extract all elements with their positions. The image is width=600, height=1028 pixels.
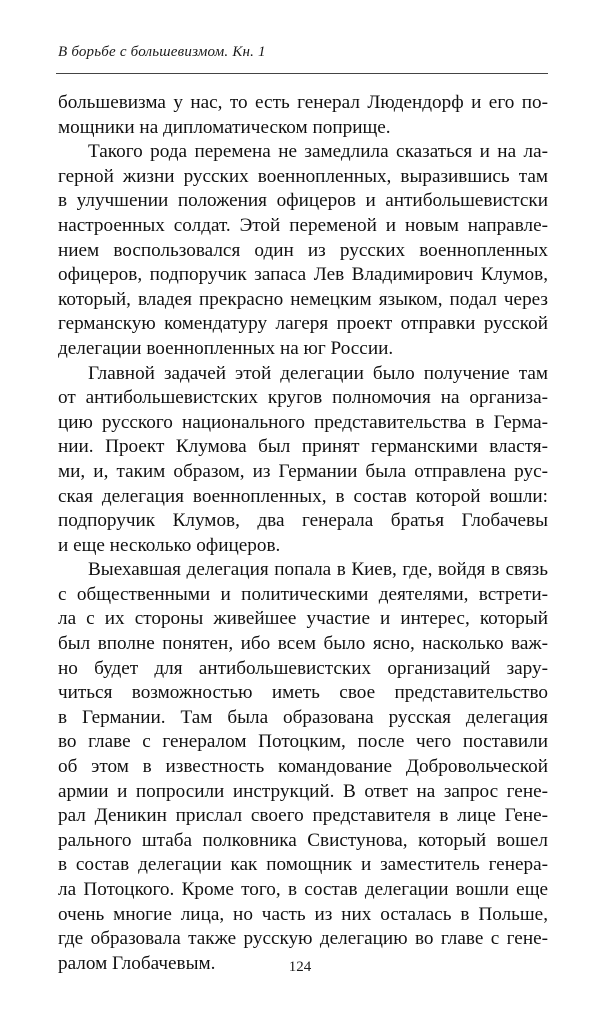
text-line: настроенных солдат. Этой переменой и новым направле- xyxy=(58,214,548,236)
text-line: от антибольшевистских кругов полномочия на организа- xyxy=(58,387,548,409)
text-line: ла Потоцкого. Кроме того, в состав делегации вошли еще xyxy=(58,879,548,900)
text-line: Выехавшая делегация попала в Киев, где, войдя в связь xyxy=(88,559,548,581)
text-line: подпоручик Клумов, два генерала братья Глобачевы xyxy=(58,510,548,532)
paragraph-1 xyxy=(58,91,548,140)
text-line: ла с их стороны живейшее участие и интерес, который xyxy=(58,608,548,630)
text-line: и еще несколько офицеров. xyxy=(58,534,281,556)
text-line: цию русского национального представительства в Герма- xyxy=(58,411,548,433)
header-rule xyxy=(56,73,548,74)
body-text xyxy=(58,91,548,976)
text-line: в состав делегации как помощник и заместитель генера- xyxy=(58,854,548,876)
text-line: в Германии. Там была образована русская делегация xyxy=(58,706,548,728)
text-line: рального штаба полковника Свистунова, который вошел xyxy=(58,829,548,851)
text-line: но будет для антибольшевистских организаций зару- xyxy=(58,657,548,679)
text-line: германскую комендатуру лагеря проект отправки русской xyxy=(58,313,548,335)
text-line: нием воспользовался один из русских военнопленных xyxy=(58,239,548,261)
text-line: ми, и, таким образом, из Германии была отправлена рус- xyxy=(58,460,548,482)
text-line: ская делегация военнопленных, в состав которой вошли: xyxy=(58,485,548,507)
paragraph-4 xyxy=(58,558,548,976)
text-line: ралом Глобачевым. xyxy=(58,952,216,974)
paragraph-3 xyxy=(58,362,548,559)
text-line: был вполне понятен, ибо всем было ясно, насколько важ- xyxy=(58,633,548,655)
text-line: офицеров, подпоручик запаса Лев Владимирович Клумов, xyxy=(58,264,548,286)
text-line: в улучшении положения офицеров и антибольшевистски xyxy=(58,190,548,212)
text-line: делегации военнопленных на юг России. xyxy=(58,337,394,359)
text-line: во главе с генералом Потоцким, после чего поставили xyxy=(58,731,548,753)
text-line: Главной задачей этой делегации было получение там xyxy=(88,362,548,384)
text-line: Такого рода перемена не замедлила сказаться и на ла- xyxy=(88,141,548,163)
text-line: рал Деникин прислал своего представителя в лице Гене- xyxy=(58,805,548,827)
paragraph-2 xyxy=(58,140,548,361)
text-line: читься возможностью иметь свое представительство xyxy=(58,682,548,704)
text-line: об этом в известность командование Добровольческой xyxy=(58,756,548,778)
text-line: мощники на дипломатическом поприще. xyxy=(58,116,391,138)
text-line: большевизма у нас, то есть генерал Людендорф и его по- xyxy=(58,92,548,113)
running-head: В борьбе с большевизмом. Кн. 1 xyxy=(58,44,266,60)
text-line: нии. Проект Клумова был принят германскими властя- xyxy=(58,436,548,458)
text-line: который, владея прекрасно немецким языком, подал через xyxy=(58,288,548,310)
page-number: 124 xyxy=(288,959,312,975)
text-line: армии и попросили инструкций. В ответ на запрос гене- xyxy=(58,780,548,802)
text-line: герной жизни русских военнопленных, выразившись там xyxy=(58,165,548,187)
text-line: очень многие лица, но часть из них осталась в Польше, xyxy=(58,903,548,925)
text-line: с общественными и политическими деятелями, встрети- xyxy=(58,583,548,605)
text-line: где образовала также русскую делегацию во главе с гене- xyxy=(58,928,548,950)
